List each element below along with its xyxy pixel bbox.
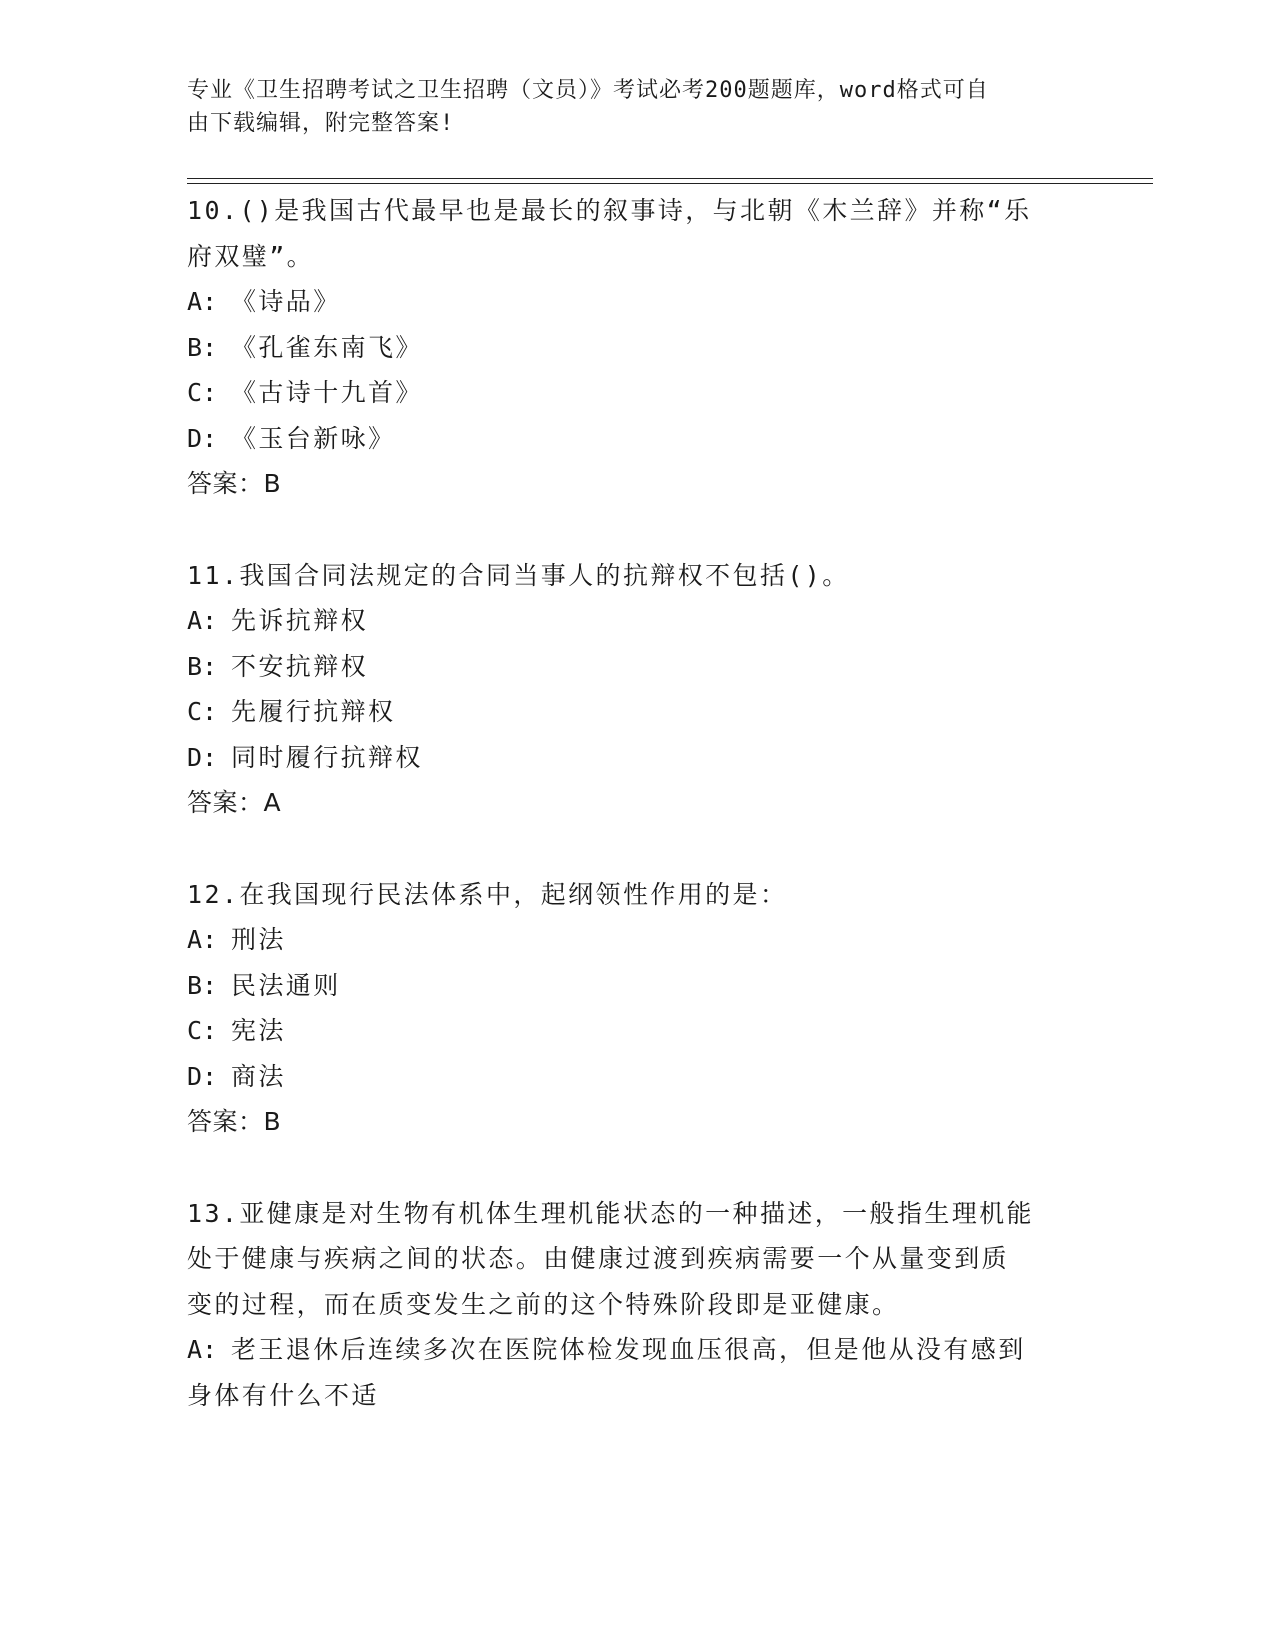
option-label: C: xyxy=(187,697,218,726)
question-list xyxy=(187,188,1077,1418)
question-stem: 变的过程，而在质变发生之前的这个特殊阶段即是亚健康。 xyxy=(187,1289,900,1319)
question-stem: 处于健康与疾病之间的状态。由健康过渡到疾病需要一个从量变到质 xyxy=(187,1244,1010,1273)
option-text: 宪法 xyxy=(231,1016,286,1045)
option-b xyxy=(187,644,1077,690)
option-label: A: xyxy=(187,925,218,954)
option-text: 《孔雀东南飞》 xyxy=(231,332,423,362)
option-text: 《诗品》 xyxy=(231,287,341,316)
option-c xyxy=(187,370,1077,416)
option-d xyxy=(187,735,1077,781)
option-a-continued: 身体有什么不适 xyxy=(187,1380,379,1410)
option-text: 不安抗辩权 xyxy=(231,651,369,681)
option-c xyxy=(187,689,1077,735)
option-a xyxy=(187,1327,1077,1373)
option-d xyxy=(187,1054,1077,1100)
option-a xyxy=(187,917,1077,963)
option-label: A: xyxy=(187,287,218,316)
header-divider-bottom xyxy=(187,183,1153,184)
option-label: A: xyxy=(187,1335,218,1364)
header-line-1: 专业《卫生招聘考试之卫生招聘（文员）》考试必考200题题库，word格式可自 xyxy=(187,78,989,103)
header-line-2: 由下载编辑，附完整答案! xyxy=(187,111,455,136)
document-header xyxy=(187,74,1067,140)
option-label: D: xyxy=(187,423,218,453)
answer-line: 答案：A xyxy=(187,788,282,817)
option-label: B: xyxy=(187,651,218,681)
option-c xyxy=(187,1008,1077,1054)
option-label: D: xyxy=(187,742,218,772)
option-label: A: xyxy=(187,606,218,635)
header-divider-top xyxy=(187,178,1153,179)
question-stem: 11.我国合同法规定的合同当事人的抗辩权不包括()。 xyxy=(187,560,850,590)
option-text: 先诉抗辩权 xyxy=(231,606,369,635)
option-a xyxy=(187,598,1077,644)
option-label: B: xyxy=(187,332,218,362)
option-b xyxy=(187,963,1077,1009)
answer-line: 答案：B xyxy=(187,1107,282,1136)
answer-line: 答案：B xyxy=(187,469,282,498)
question-10 xyxy=(187,188,1077,507)
question-13 xyxy=(187,1191,1077,1419)
option-text: 刑法 xyxy=(231,925,286,954)
option-b xyxy=(187,325,1077,371)
question-spacer xyxy=(187,826,1077,872)
question-stem: 12.在我国现行民法体系中，起纲领性作用的是： xyxy=(187,879,788,909)
option-text: 民法通则 xyxy=(231,970,341,1000)
option-a xyxy=(187,279,1077,325)
question-stem: 府双璧”。 xyxy=(187,241,315,271)
question-12 xyxy=(187,872,1077,1145)
question-spacer xyxy=(187,507,1077,553)
option-text: 先履行抗辩权 xyxy=(231,697,396,726)
option-text: 同时履行抗辩权 xyxy=(231,742,423,772)
option-text: 老王退休后连续多次在医院体检发现血压很高，但是他从没有感到 xyxy=(231,1335,1026,1364)
option-text: 商法 xyxy=(231,1061,286,1091)
option-label: C: xyxy=(187,1016,218,1045)
option-label: C: xyxy=(187,378,218,407)
question-stem: 13.亚健康是对生物有机体生理机能状态的一种描述，一般指生理机能 xyxy=(187,1198,1034,1228)
option-text: 《玉台新咏》 xyxy=(231,423,396,453)
question-spacer xyxy=(187,1145,1077,1191)
question-11 xyxy=(187,553,1077,826)
option-label: D: xyxy=(187,1061,218,1091)
option-label: B: xyxy=(187,970,218,1000)
option-text: 《古诗十九首》 xyxy=(231,378,423,407)
question-stem: 10.()是我国古代最早也是最长的叙事诗，与北朝《木兰辞》并称“乐 xyxy=(187,196,1032,225)
option-d xyxy=(187,416,1077,462)
